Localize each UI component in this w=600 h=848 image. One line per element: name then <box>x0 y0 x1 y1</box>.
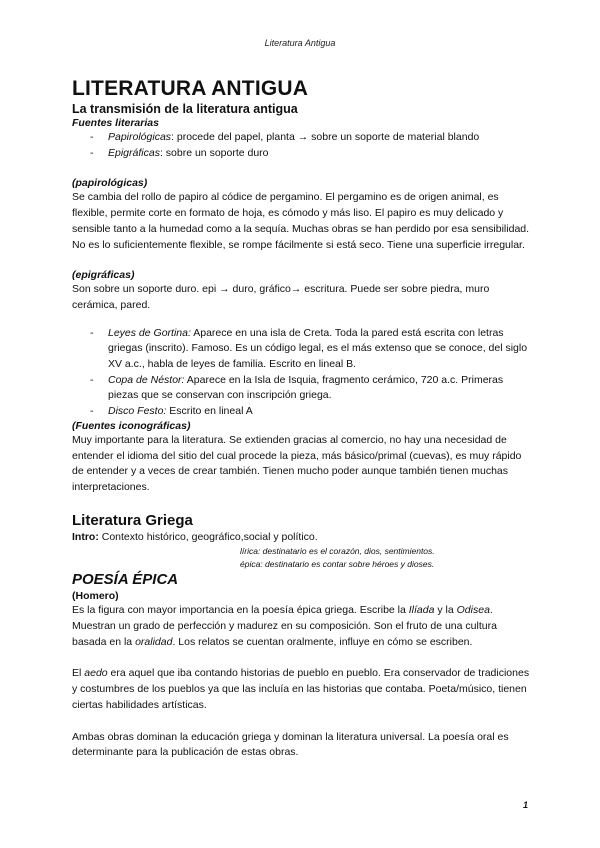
intro-line <box>72 530 534 546</box>
page-content <box>72 76 534 761</box>
list-item: - Papirológicas: procede del papel, planta → sobre un soporte de material blando <box>90 131 480 143</box>
page-title: LITERATURA ANTIGUA <box>72 77 309 100</box>
item-text: Escrito en lineal A <box>166 405 253 418</box>
section-heading-epica: POESÍA ÉPICA <box>72 571 179 589</box>
section-heading-griega: Literatura Griega <box>72 511 193 529</box>
epigraf-list <box>72 326 534 420</box>
author-label: (Homero) <box>72 590 119 603</box>
term-aedo: aedo <box>84 667 108 680</box>
source-term: Epigráficas <box>108 146 160 159</box>
epigraf-paragraph: Son sobre un soporte duro. epi → duro, gráfico→ escritura. Puede ser sobre piedra, muro cerámica, pared. <box>72 283 490 311</box>
item-term: Leyes de Gortina: <box>108 326 191 339</box>
icono-paragraph: Muy importante para la literatura. Se extienden gracias al comercio, no hay una necesidad de entender el idioma del sitio del cual procede la pieza, más básico/primal (cuevas), es muy rápido de entender y a veces de crear también. Tienen mucho poder aunque también tienen muchas interpretaciones. <box>72 433 522 493</box>
intro-label: Intro: <box>72 530 99 543</box>
subtitle: La transmisión de la literatura antigua <box>72 102 298 116</box>
page-number: 1 <box>522 800 528 810</box>
epica-paragraph-2: El aedo era aquel que iba contando historias de pueblo en pueblo. Era conservador de tradiciones y costumbres de los pueblos ya que las incluía en las historias que contaba. Poeta/músico, tienen ciertas habilidades artísticas. <box>72 667 530 711</box>
papiro-heading: (papirológicas) <box>72 177 148 190</box>
papiro-paragraph: Se cambia del rollo de papiro al códice de pergamino. El pergamino es de origen animal, es flexible, permite corte en formato de hoja, es cómodo y más liso. El papiro es muy delicado y sensible tanto a la humedad como a la sequía. Muchas obras se han perdido por esa sensibilidad. No es lo suficientemente flexible, se rompe fácilmente si está seco. Tiene una superficie irregular. <box>72 191 530 251</box>
title-odisea: Odisea <box>456 604 490 617</box>
running-header: Literatura Antigua <box>264 38 336 48</box>
term-oralidad: oralidad <box>135 635 173 648</box>
note-epica: épica: destinatario es contar sobre héroes y dioses. <box>240 558 435 569</box>
note-lirica: lírica: destinatario es el corazón, dios, sentimientos. <box>240 546 435 557</box>
epigraf-heading: (epigráficas) <box>72 269 135 282</box>
epica-paragraph-1: Es la figura con mayor importancia en la poesía épica griega. Escribe la Ilíada y la Odisea. Muestran un grado de perfección y madurez en su composición. Son el fruto de una cultura basada en la oralidad. Los relatos se cuentan oralmente, influye en cómo se escriben. <box>72 604 497 648</box>
sources-heading: Fuentes literarias <box>72 117 159 129</box>
list-item: - Leyes de Gortina: Aparece en una isla de Creta. Toda la pared está escrita con letras griegas (inscrito). Famoso. Es un código legal, es el más extenso que se conoce, del siglo XV a.c., habla de leyes de familia. Escrito en lineal B. <box>90 326 528 371</box>
source-term: Papirológicas <box>108 131 172 143</box>
intro-text: Contexto histórico, geográfico,social y político. <box>98 530 318 543</box>
item-term: Copa de Néstor: <box>108 373 185 386</box>
source-text: : procede del papel, planta → sobre un soporte de material blando <box>171 131 480 143</box>
icono-heading: (Fuentes iconográficas) <box>72 419 191 432</box>
list-item: - Disco Festo: Escrito en lineal A <box>90 405 253 418</box>
title-iliada: Ilíada <box>408 604 435 617</box>
list-item: - Copa de Néstor: Aparece en la Isla de Isquia, fragmento cerámico, 720 a.c. Primeras piezas que se conservan con inscripción griega. <box>90 373 504 402</box>
item-term: Disco Festo: <box>108 405 167 418</box>
sources-list <box>72 130 534 161</box>
list-item: - Epigráficas: sobre un soporte duro <box>90 146 269 159</box>
item-text: Aparece en una isla de Creta. Toda la pared está escrita con letras griegas (inscrito). Famoso. Es un código legal, es el más extenso que se conoce, del siglo XV a.c., habla de leyes de familia. Escrito en lineal B. <box>108 326 528 371</box>
source-text: : sobre un soporte duro <box>159 146 269 159</box>
epica-paragraph-3: Ambas obras dominan la educación griega y dominan la literatura universal. La poesía oral es determinante para la publicación de estas obras. <box>72 730 509 759</box>
item-text: Aparece en la Isla de Isquia, fragmento cerámico, 720 a.c. Primeras piezas que se conservan con inscripción griega. <box>108 373 504 402</box>
